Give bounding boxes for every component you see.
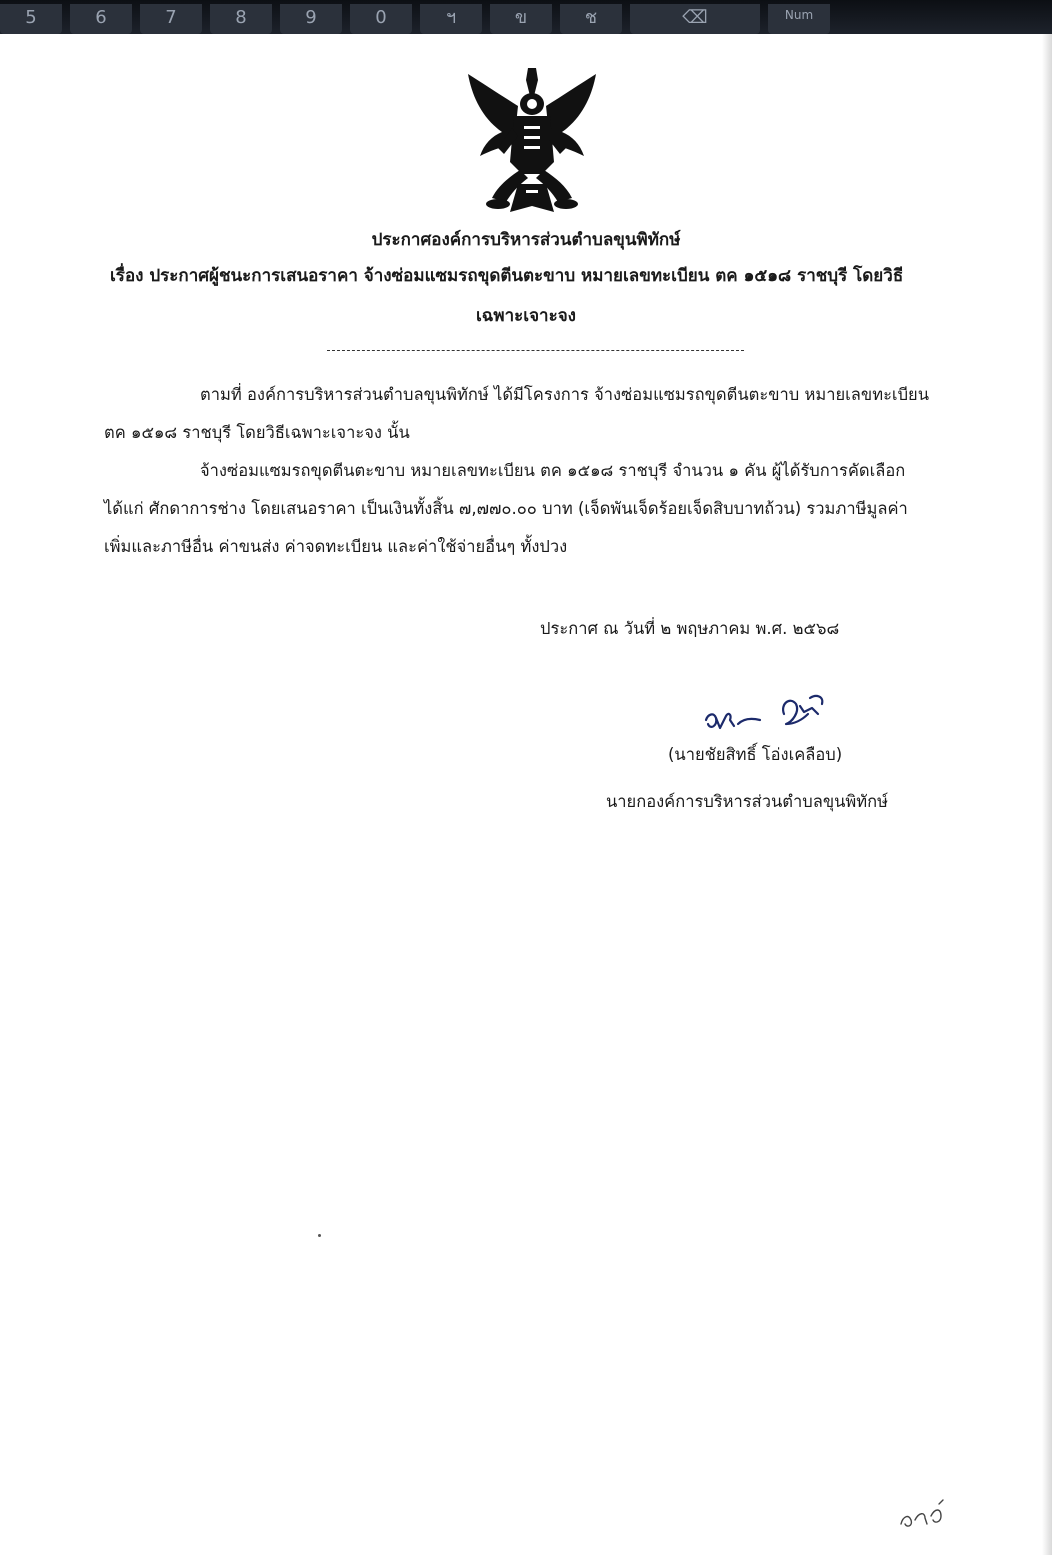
garuda-emblem-icon bbox=[462, 66, 602, 218]
key: ช bbox=[560, 4, 622, 34]
signer-name: (นายชัยสิทธิ์ โอ่งเคลือบ) bbox=[668, 745, 843, 764]
paragraph-award bbox=[104, 452, 964, 566]
key: ข bbox=[490, 4, 552, 34]
announce-date: ประกาศ ณ วันที่ ๒ พฤษภาคม พ.ศ. ๒๕๖๘ bbox=[540, 619, 840, 638]
key: ฯ bbox=[420, 4, 482, 34]
paragraph-line: จ้างซ่อมแซมรถขุดตีนตะขาบ หมายเลขทะเบียน ตค ๑๕๑๘ ราชบุรี จำนวน ๑ คัน ผู้ได้รับการคัดเลือก bbox=[200, 461, 906, 480]
signer-title: นายกองค์การบริหารส่วนตำบลขุนพิทักษ์ bbox=[606, 792, 889, 811]
key: 8 bbox=[210, 4, 272, 34]
key: 5 bbox=[0, 4, 62, 34]
subject-line: เรื่อง ประกาศผู้ชนะการเสนอราคา จ้างซ่อมแซมรถขุดตีนตะขาบ หมายเลขทะเบียน ตค ๑๕๑๘ ราชบุรี โดยวิธี bbox=[110, 266, 904, 286]
key: 7 bbox=[140, 4, 202, 34]
handwritten-mark-icon bbox=[895, 1494, 955, 1534]
divider bbox=[327, 350, 744, 351]
paragraph-line: ตามที่ องค์การบริหารส่วนตำบลขุนพิทักษ์ ได้มีโครงการ จ้างซ่อมแซมรถขุดตีนตะขาบ หมายเลขทะเบียน bbox=[200, 385, 929, 404]
paragraph-intro bbox=[104, 376, 964, 452]
page-edge-shadow bbox=[1042, 34, 1052, 1555]
paragraph-line: เพิ่มและภาษีอื่น ค่าขนส่ง ค่าจดทะเบียน และค่าใช้จ่ายอื่นๆ ทั้งปวง bbox=[104, 537, 568, 556]
paragraph-line: ตค ๑๕๑๘ ราชบุรี โดยวิธีเฉพาะเจาะจง นั้น bbox=[104, 423, 410, 442]
key: 6 bbox=[70, 4, 132, 34]
document-title: ประกาศองค์การบริหารส่วนตำบลขุนพิทักษ์ bbox=[371, 230, 681, 250]
num-lock-key: Num bbox=[768, 4, 830, 34]
key: 0 bbox=[350, 4, 412, 34]
document-page bbox=[0, 34, 1052, 1555]
speck bbox=[318, 1234, 321, 1237]
backspace-key: ⌫ bbox=[630, 4, 760, 34]
keyboard-strip bbox=[0, 0, 1052, 34]
paragraph-line: ได้แก่ ศักดาการช่าง โดยเสนอราคา เป็นเงินทั้งสิ้น ๗,๗๗๐.๐๐ บาท (เจ็ดพันเจ็ดร้อยเจ็ดสิบบาทถ้วน) รวมภาษีมูลค่า bbox=[104, 499, 908, 518]
subject-line-continued: เฉพาะเจาะจง bbox=[476, 306, 576, 326]
key: 9 bbox=[280, 4, 342, 34]
